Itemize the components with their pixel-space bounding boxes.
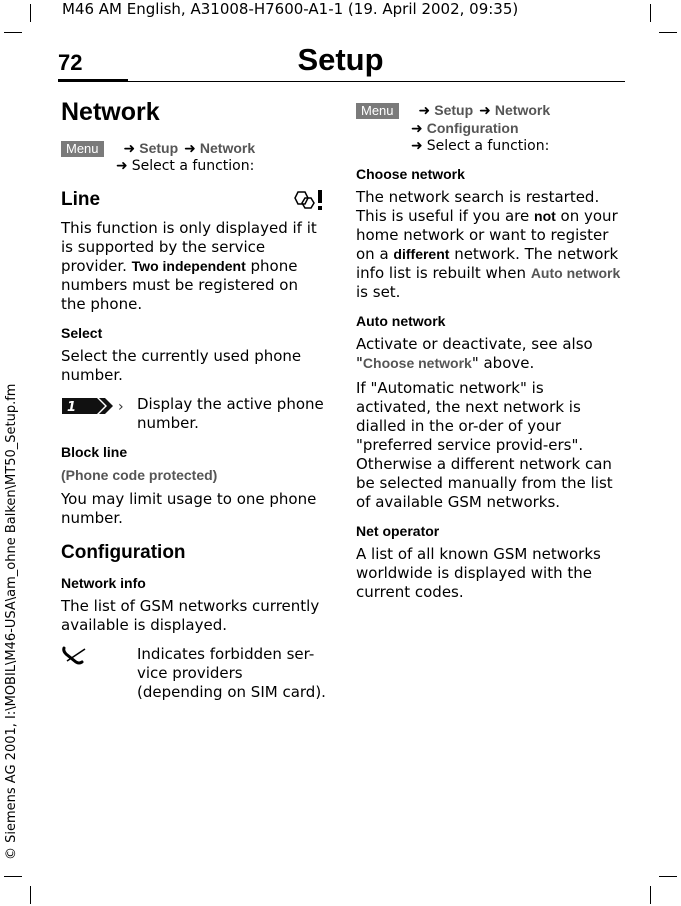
crop-mark (4, 876, 22, 877)
block-line-heading: Block line (61, 444, 128, 460)
side-copyright: © Siemens AG 2001, I:\MOBIL\M46-USA\am_ohne Balken\MT50_Setup.fm (4, 383, 19, 860)
path-item: Setup (139, 140, 179, 156)
arrow-icon: ➜ (411, 121, 423, 137)
svg-text:1: 1 (67, 400, 77, 415)
path-item: Network (494, 102, 551, 118)
choose-network-heading: Choose network (356, 166, 465, 182)
forbidden-provider-icon (61, 645, 137, 702)
select-icon-text: Display the active phone number. (137, 395, 324, 432)
crop-mark (659, 876, 677, 877)
arrow-icon: ➜ (418, 103, 431, 119)
net-operator-heading: Net operator (356, 523, 440, 539)
net-operator-text: A list of all known GSM networks worldwide is displayed with the current codes. (356, 545, 601, 601)
choose-network-text: The network search is restarted. This is useful if you are not on your home network or want to register on a different network. The network info list is rebuilt when Auto network is set. (356, 188, 621, 301)
block-line-text: You may limit usage to one phone number. (61, 490, 317, 527)
arrow-icon: ➜ (479, 103, 491, 119)
forbidden-icon-row (61, 645, 327, 702)
crop-mark (659, 32, 677, 33)
path-item: Setup (434, 102, 474, 118)
number-key-icon (61, 395, 137, 433)
menu-key: Menu (61, 141, 104, 157)
network-info-text: The list of GSM networks currently available is displayed. (61, 597, 320, 634)
arrow-icon: ➜ (184, 141, 196, 157)
crop-mark (4, 32, 22, 33)
line-description: This function is only displayed if it is supported by the service provider. Two independent phone numbers must be registered on the phone. (61, 219, 317, 313)
line-title: Line (61, 189, 101, 210)
header-rule (128, 81, 625, 82)
menu-key: Menu (356, 103, 399, 119)
arrow-icon: ➜ (123, 141, 136, 157)
configuration-title: Configuration (61, 542, 186, 563)
select-heading: Select (61, 325, 103, 341)
svg-text:›: › (118, 399, 124, 415)
auto-network-heading: Auto network (356, 313, 446, 329)
path-item: Configuration (426, 120, 519, 136)
arrow-icon: ➜ (411, 138, 423, 154)
right-column (356, 102, 622, 608)
crop-mark (30, 4, 31, 22)
auto-network-detail: If "Automatic network" is activated, the next network is dialled in the or-der of your "preferred service provid-ers". Otherwise a different network can be selected manually from the list of available GSM networks. (356, 379, 613, 511)
left-column (61, 98, 327, 710)
running-header: M46 AM English, A31008-H7600-A1-1 (19. April 2002, 09:35) (62, 0, 519, 18)
select-text: Select the currently used phone number. (61, 347, 302, 384)
forbidden-provider-text: Indicates forbidden ser-vice providers (depending on SIM card). (137, 645, 326, 701)
path-instruction: Select a function: (426, 138, 550, 154)
crop-mark (30, 886, 31, 904)
arrow-icon: ➜ (116, 158, 128, 174)
section-title: Network (61, 98, 160, 126)
page-number: 72 (58, 50, 83, 75)
page-title: Setup (297, 42, 384, 77)
menu-path (61, 140, 327, 175)
path-instruction: Select a function: (131, 158, 255, 174)
block-line-note: (Phone code protected) (61, 467, 218, 483)
header-rule-thick (58, 79, 128, 82)
line-heading-row (61, 189, 327, 211)
network-info-heading: Network info (61, 575, 146, 591)
select-icon-row (61, 395, 327, 433)
menu-path (356, 102, 622, 155)
provider-icon (291, 189, 325, 211)
crop-mark (650, 886, 651, 904)
crop-mark (650, 4, 651, 22)
auto-network-text: Activate or deactivate, see also "Choose network" above. (356, 335, 593, 372)
path-item: Network (199, 140, 256, 156)
